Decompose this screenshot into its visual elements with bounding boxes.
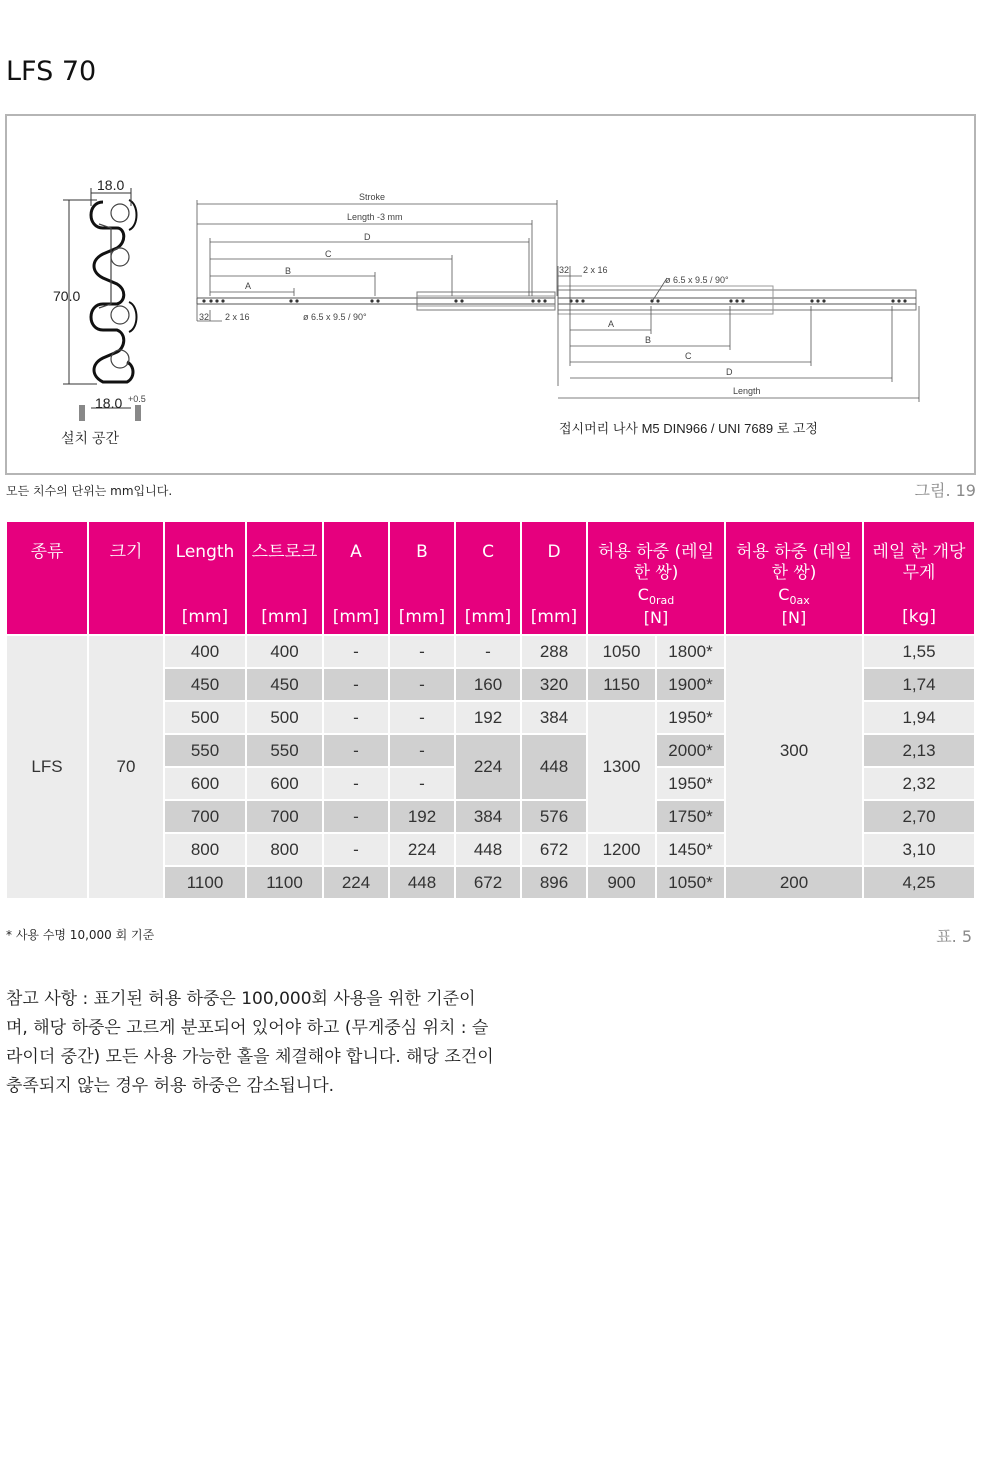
cell-b: - [390, 702, 454, 733]
cell-a: - [324, 768, 388, 799]
col-d: D [mm] [522, 522, 586, 634]
cell-length: 1100 [165, 867, 245, 898]
cell-rad2: 1800* [657, 636, 724, 667]
cell-rad1-merged: 1300 [588, 702, 655, 832]
cell-ax: 200 [726, 867, 862, 898]
cell-weight: 2,32 [864, 768, 974, 799]
figure-label: 그림. 19 [914, 481, 976, 500]
col-stroke: 스트로크 [mm] [247, 522, 322, 634]
col-b: B [mm] [390, 522, 454, 634]
cell-stroke: 700 [247, 801, 322, 832]
table-header-row [7, 522, 974, 634]
cell-b: - [390, 669, 454, 700]
col-type: 종류 [7, 522, 87, 634]
width-dimension: 18.0 [97, 177, 125, 193]
cell-c: 448 [456, 834, 520, 865]
cell-b: 448 [390, 867, 454, 898]
col-load-rad: 허용 하중 (레일 한 쌍) $C_{0rad}$ [N] [588, 522, 724, 634]
cell-length: 450 [165, 669, 245, 700]
cell-a: - [324, 735, 388, 766]
drawing-svg [7, 116, 974, 473]
cell-b: 192 [390, 801, 454, 832]
table-label: 표. 5 [936, 927, 972, 946]
spec-table [5, 520, 976, 900]
col-weight: 레일 한 개당 무게 [kg] [864, 522, 974, 634]
cross-section-profile [91, 200, 137, 382]
cell-stroke: 500 [247, 702, 322, 733]
col-length: Length [mm] [165, 522, 245, 634]
c-label-right: C [685, 351, 692, 361]
cell-d-merged: 448 [522, 735, 586, 799]
cell-weight: 3,10 [864, 834, 974, 865]
cell-stroke: 800 [247, 834, 322, 865]
cell-length: 600 [165, 768, 245, 799]
cell-stroke: 450 [247, 669, 322, 700]
cell-d: 288 [522, 636, 586, 667]
length-minus-label: Length -3 mm [347, 212, 403, 222]
c-label-left: C [325, 249, 332, 259]
mount-caption: 설치 공간 [61, 430, 119, 446]
countersink-label-left: ø 6.5 x 9.5 / 90° [303, 312, 367, 322]
cell-length: 400 [165, 636, 245, 667]
cell-a: - [324, 669, 388, 700]
cell-rad1: 1050 [588, 636, 655, 667]
technical-drawing [5, 114, 976, 475]
cell-weight: 1,55 [864, 636, 974, 667]
cell-b: - [390, 735, 454, 766]
screw-note: 접시머리 나사 M5 DIN966 / UNI 7689 로 고정 [559, 421, 818, 436]
table-row [7, 636, 974, 667]
cell-length: 550 [165, 735, 245, 766]
cell-b: - [390, 636, 454, 667]
stroke-label: Stroke [359, 192, 386, 202]
b-label-left: B [285, 266, 292, 276]
cell-stroke: 550 [247, 735, 322, 766]
cell-length: 700 [165, 801, 245, 832]
cell-c: 384 [456, 801, 520, 832]
cell-d: 896 [522, 867, 586, 898]
cell-a: - [324, 801, 388, 832]
d-label-left: D [364, 232, 371, 242]
cell-a: - [324, 834, 388, 865]
cell-type: LFS [7, 636, 87, 898]
cell-rad1: 1200 [588, 834, 655, 865]
dim32-label-left: 32 [199, 312, 210, 322]
units-note: 모든 치수의 단위는 mm입니다. [6, 484, 173, 498]
cell-d: 384 [522, 702, 586, 733]
cell-a: 224 [324, 867, 388, 898]
cell-c: - [456, 636, 520, 667]
cell-c: 672 [456, 867, 520, 898]
a-label-right: A [608, 319, 615, 329]
cell-rad2: 1450* [657, 834, 724, 865]
cell-rad2: 1750* [657, 801, 724, 832]
d-label-right: D [726, 367, 733, 377]
cell-rad2: 1050* [657, 867, 724, 898]
cell-size: 70 [89, 636, 163, 898]
cell-d: 672 [522, 834, 586, 865]
cell-weight: 2,70 [864, 801, 974, 832]
cell-length: 800 [165, 834, 245, 865]
cell-c: 160 [456, 669, 520, 700]
mount-tolerance: +0.5 [128, 394, 146, 404]
col-a: A [mm] [324, 522, 388, 634]
cell-rad1: 900 [588, 867, 655, 898]
cell-d: 320 [522, 669, 586, 700]
cell-weight: 1,74 [864, 669, 974, 700]
cell-b: - [390, 768, 454, 799]
holes-label-left: 2 x 16 [225, 312, 250, 322]
cell-weight: 1,94 [864, 702, 974, 733]
cell-a: - [324, 702, 388, 733]
cell-length: 500 [165, 702, 245, 733]
cell-weight: 4,25 [864, 867, 974, 898]
cell-rad2: 1950* [657, 768, 724, 799]
cell-rad2: 2000* [657, 735, 724, 766]
col-load-ax: 허용 하중 (레일 한 쌍) $C_{0ax}$ [N] [726, 522, 862, 634]
a-label-left: A [245, 281, 252, 291]
dim32-label-right: 32 [559, 265, 570, 275]
cell-rad1: 1150 [588, 669, 655, 700]
cell-ax-merged: 300 [726, 636, 862, 865]
length-label: Length [733, 386, 761, 396]
b-label-right: B [645, 335, 652, 345]
holes-label-right: 2 x 16 [583, 265, 608, 275]
cell-c-merged: 224 [456, 735, 520, 799]
remark-paragraph: 참고 사항 : 표기된 허용 하중은 100,000회 사용을 위한 기준이며, 해당 하중은 고르게 분포되어 있어야 하고 (무게중심 위치 : 슬라이더 중간) 모든 사용 가능한 홀을 체결해야 합니다. 해당 조건이 충족되지 않는 경우 허용 하중은 감소됩니다. [6, 989, 494, 1096]
cell-stroke: 400 [247, 636, 322, 667]
mount-dimension: 18.0 [95, 395, 123, 411]
height-dimension: 70.0 [53, 288, 81, 304]
cell-a: - [324, 636, 388, 667]
cell-rad2: 1950* [657, 702, 724, 733]
cell-stroke: 1100 [247, 867, 322, 898]
cell-weight: 2,13 [864, 735, 974, 766]
page-title: LFS 70 [6, 56, 97, 87]
countersink-label-right: ø 6.5 x 9.5 / 90° [665, 275, 729, 285]
cell-c: 192 [456, 702, 520, 733]
cell-stroke: 600 [247, 768, 322, 799]
cell-b: 224 [390, 834, 454, 865]
cell-d: 576 [522, 801, 586, 832]
footnote: * 사용 수명 10,000 회 기준 [6, 928, 155, 942]
cell-rad2: 1900* [657, 669, 724, 700]
col-c: C [mm] [456, 522, 520, 634]
col-size: 크기 [89, 522, 163, 634]
